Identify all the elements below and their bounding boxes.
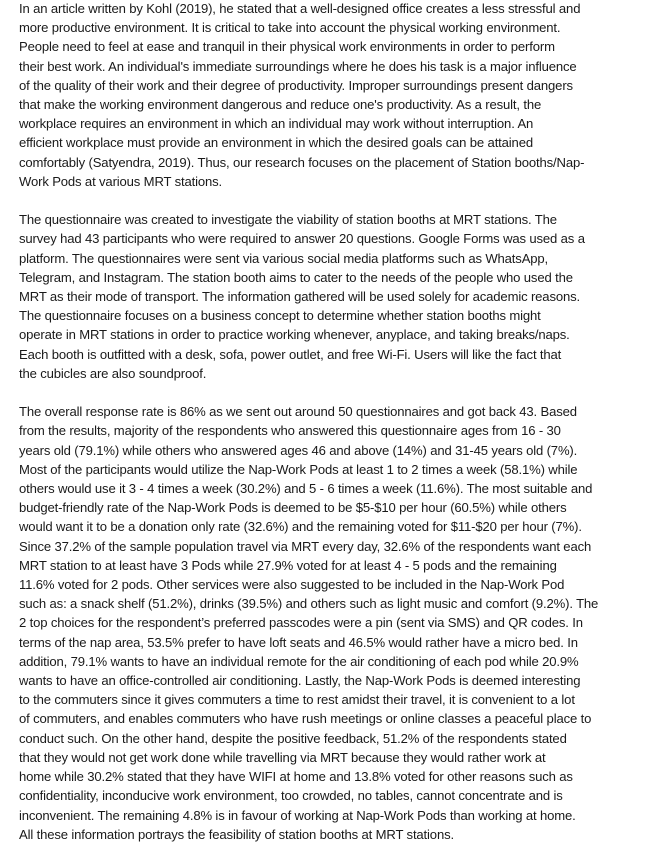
text-line: MRT as their mode of transport. The information gathered will be used solely for academic reasons. — [19, 289, 580, 305]
text-line: Since 37.2% of the sample population travel via MRT every day, 32.6% of the respondents want each — [19, 538, 592, 554]
text-line: People need to feel at ease and tranquil in their physical work environments in order to perform — [19, 39, 555, 55]
text-line: 11.6% voted for 2 pods. Other services were also suggested to be included in the Nap-Work Pod — [19, 577, 565, 593]
text-line: of commuters, and enables commuters who have rush meetings or online classes a peaceful place to — [19, 711, 592, 727]
text-line: Most of the participants would utilize the Nap-Work Pods at least 1 to 2 times a week (58.1%) while — [19, 461, 578, 477]
text-line: operate in MRT stations in order to practice working whenever, anyplace, and taking breaks/naps. — [19, 327, 570, 343]
text-line: Work Pods at various MRT stations. — [19, 173, 223, 189]
text-line: the cubicles are also soundproof. — [19, 365, 207, 381]
text-line: wants to have an office-controlled air conditioning. Lastly, the Nap-Work Pods is deemed interesting — [19, 673, 581, 689]
text-line: conduct such. On the other hand, despite the positive feedback, 51.2% of the respondents stated — [19, 730, 567, 746]
text-line: that they would not get work done while travelling via MRT because they would rather work at — [19, 749, 546, 765]
text-line: platform. The questionnaires were sent via various social media platforms such as WhatsApp, — [19, 250, 549, 266]
text-line: The questionnaire was created to investigate the viability of station booths at MRT stations. The — [19, 212, 557, 228]
text-line: terms of the nap area, 53.5% prefer to have loft seats and 46.5% would rather have a micro bed. In — [19, 634, 578, 650]
text-line: to the commuters since it gives commuters a time to rest amidst their travel, it is convenient to a lot — [19, 692, 575, 708]
text-line: their best work. An individual's immediate surroundings where he does his task is a major influence — [19, 58, 577, 74]
paragraph-questionnaire — [19, 210, 649, 383]
paragraph-results — [19, 402, 649, 844]
text-line: inconvenient. The remaining 4.8% is in favour of working at Nap-Work Pods than working at home. — [19, 807, 576, 823]
text-line: The questionnaire focuses on a business concept to determine whether station booths might — [19, 308, 541, 324]
text-line: efficient workplace must provide an environment in which the desired goals can be attained — [19, 135, 533, 151]
text-line: such as: a snack shelf (51.2%), drinks (39.5%) and others such as light music and comfort (9.2%). The — [19, 596, 599, 612]
document-body — [19, 0, 649, 863]
text-line: Telegram, and Instagram. The station booth aims to cater to the needs of the people who used the — [19, 269, 573, 285]
text-line: 2 top choices for the respondent’s preferred passcodes were a pin (sent via SMS) and QR codes. In — [19, 615, 583, 631]
text-line: more productive environment. It is critical to take into account the physical working environment. — [19, 20, 561, 36]
text-line: Each booth is outfitted with a desk, sofa, power outlet, and free Wi-Fi. Users will like the fact that — [19, 346, 562, 362]
text-line: years old (79.1%) while others who answered ages 46 and above (14%) and 31-45 years old (7%). — [19, 442, 578, 458]
text-line: All these information portrays the feasibility of station booths at MRT stations. — [19, 826, 454, 842]
text-line: of the quality of their work and their degree of productivity. Improper surroundings present dangers — [19, 77, 573, 93]
text-line: home while 30.2% stated that they have WIFI at home and 13.8% voted for other reasons such as — [19, 769, 573, 785]
text-line: budget-friendly rate of the Nap-Work Pods is deemed to be $5-$10 per hour (60.5%) while others — [19, 500, 567, 516]
text-line: that make the working environment dangerous and reduce one's productivity. As a result, the — [19, 97, 542, 113]
paragraph-introduction — [19, 0, 649, 191]
text-line: workplace requires an environment in which an individual may work without interruption. An — [19, 116, 534, 132]
text-line: MRT station to at least have 3 Pods while 27.9% voted for at least 4 - 5 pods and the remaining — [19, 557, 557, 573]
text-line: addition, 79.1% wants to have an individual remote for the air conditioning of each pod while 20.9% — [19, 653, 579, 669]
text-line: The overall response rate is 86% as we sent out around 50 questionnaires and got back 43. Based — [19, 404, 577, 420]
text-line: confidentiality, inconducive work environment, too crowded, no tables, cannot concentrate and is — [19, 788, 563, 804]
text-line: from the results, majority of the respondents who answered this questionnaire ages from 16 - 30 — [19, 423, 561, 439]
text-line: others would use it 3 - 4 times a week (30.2%) and 5 - 6 times a week (11.6%). The most suitable and — [19, 481, 593, 497]
text-line: In an article written by Kohl (2019), he stated that a well-designed office creates a less stressful and — [19, 1, 581, 16]
text-line: would want it to be a donation only rate (32.6%) and the remaining voted for $11-$20 per hour (7%). — [19, 519, 582, 535]
text-line: survey had 43 participants who were required to answer 20 questions. Google Forms was used as a — [19, 231, 585, 247]
text-line: comfortably (Satyendra, 2019). Thus, our research focuses on the placement of Station booths/Nap- — [19, 154, 585, 170]
